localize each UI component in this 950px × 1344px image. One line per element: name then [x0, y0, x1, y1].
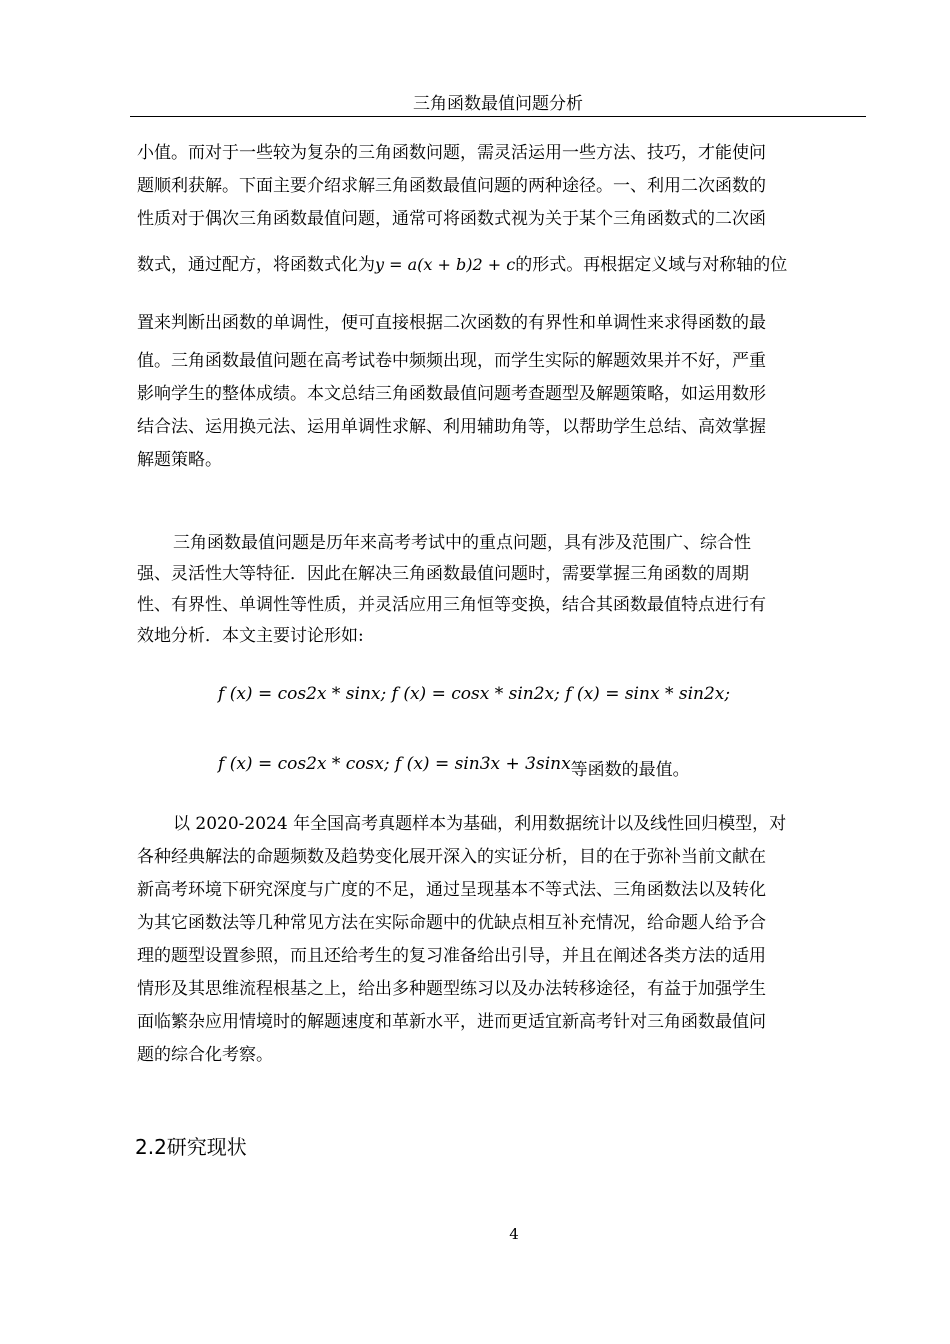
text-line: 解题策略。 [137, 450, 222, 470]
section-heading: 2.2研究现状 [135, 1135, 247, 1159]
display-formula-2 [218, 749, 690, 780]
text-line: 题的综合化考察。 [137, 1045, 273, 1065]
text-line-with-formula [137, 236, 844, 294]
text-line: 影响学生的整体成绩。本文总结三角函数最值问题考查题型及解题策略，如运用数形 [137, 384, 766, 404]
inline-formula: y = a(x + b)2 + c [375, 255, 516, 274]
text-line: 为其它函数法等几种常见方法在实际命题中的优缺点相互补充情况，给命题人给予合 [137, 913, 766, 933]
paragraph-method [137, 808, 844, 1072]
page-number: 4 [509, 1225, 519, 1243]
text-line: 三角函数最值问题是历年来高考考试中的重点问题，具有涉及范围广、综合性 [173, 533, 751, 553]
text-line: 新高考环境下研究深度与广度的不足，通过呈现基本不等式法、三角函数法以及转化 [137, 880, 766, 900]
text-line: 强、灵活性大等特征．因此在解决三角函数最值问题时，需要掌握三角函数的周期 [137, 564, 749, 584]
text-fragment: 的形式。再根据定义域与对称轴的位 [515, 255, 788, 275]
text-line: 值。三角函数最值问题在高考试卷中频频出现，而学生实际的解题效果并不好，严重 [137, 351, 766, 371]
text-line: 各种经典解法的命题频数及趋势变化展开深入的实证分析，目的在于弥补当前文献在 [137, 847, 766, 867]
text-line: 小值。而对于一些较为复杂的三角函数问题，需灵活运用一些方法、技巧，才能使问 [137, 143, 766, 163]
text-line: 置来判断出函数的单调性，便可直接根据二次函数的有界性和单调性来求得函数的最 [137, 313, 766, 333]
paragraph-topic [137, 527, 844, 651]
text-line: 理的题型设置参照，而且还给考生的复习准备给出引导，并且在阐述各类方法的适用 [137, 946, 766, 966]
text-line: 效地分析．本文主要讨论形如: [137, 626, 364, 646]
formula-text: f (x) = cos2x * sinx; f (x) = cosx * sin2x; f (x) = sinx * sin2x; [218, 684, 731, 704]
display-formula-1 [218, 684, 730, 704]
text-line: 面临繁杂应用情境时的解题速度和革新水平，进而更适宜新高考针对三角函数最值问 [137, 1012, 766, 1032]
text-line: 以 2020-2024 年全国高考真题样本为基础，利用数据统计以及线性回归模型，对 [173, 814, 787, 834]
paragraph-intro [137, 137, 844, 477]
text-line: 性、有界性、单调性等性质，并灵活应用三角恒等变换，结合其函数最值特点进行有 [137, 595, 766, 615]
text-line: 题顺利获解。下面主要介绍求解三角函数最值问题的两种途径。一、利用二次函数的 [137, 176, 766, 196]
header-divider [130, 116, 866, 117]
formula-text: f (x) = cos2x * cosx; f (x) = sin3x + 3sinx [218, 754, 571, 774]
running-header: 三角函数最值问题分析 [413, 94, 583, 114]
text-fragment: 数式，通过配方，将函数式化为 [137, 255, 375, 275]
text-line: 情形及其思维流程根基之上，给出多种题型练习以及办法转移途径，有益于加强学生 [137, 979, 766, 999]
text-line: 结合法、运用换元法、运用单调性求解、利用辅助角等，以帮助学生总结、高效掌握 [137, 417, 766, 437]
text-line: 性质对于偶次三角函数最值问题，通常可将函数式视为关于某个三角函数式的二次函 [137, 209, 766, 229]
formula-suffix: 等函数的最值。 [570, 760, 690, 780]
